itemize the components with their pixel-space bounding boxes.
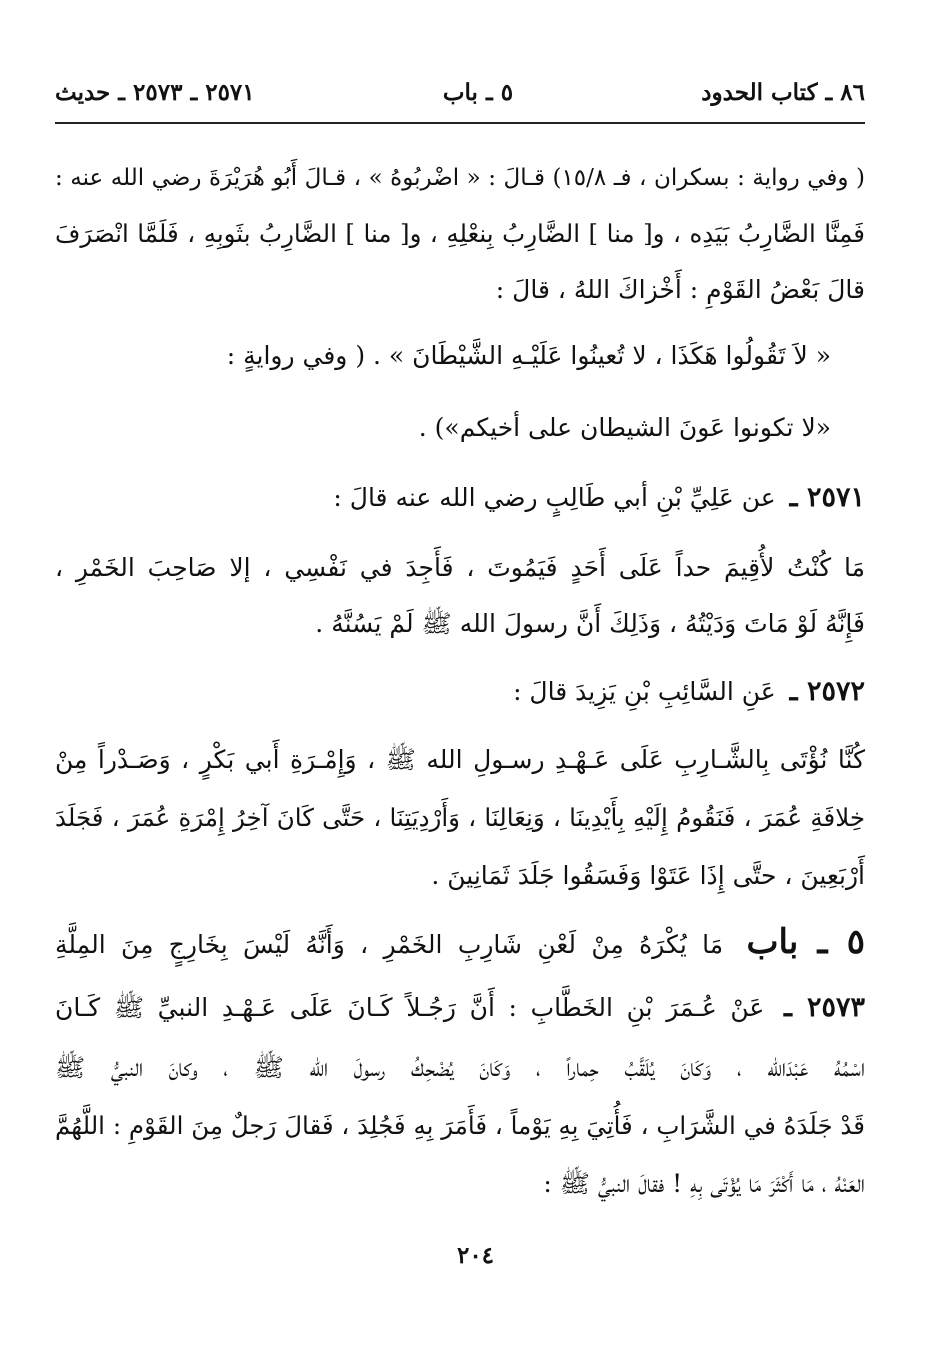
text-line-4: « لاَ تَقُولُوا هَكَذَا ، لا تُعينُوا عَلَيْـهِ الشَّيْطَانَ » . ( وفي روايةٍ : [226,341,831,370]
hadith-2571-intro [333,478,865,518]
text-line-3: قالَ بَعْضُ القَوْمِ : أَخْزاكَ اللهُ ، قالَ : [495,275,865,304]
chapter-heading [55,918,865,966]
hadith-2572-narrator: عَنِ السَّائِبِ بْنِ يَزِيدَ قالَ : [513,677,776,706]
hadith-2571-narrator: عن عَلِيِّ بْنِ أبي طَالِبٍ رضي الله عنه قالَ : [333,483,776,512]
text-line-17: العَنْهُ ، مَا أَكْثَرَ مَا يُؤْتَى بِهِ ! فقالَ النبيُّ ﷺ : [543,1169,865,1198]
text-line-1: ( وفي رواية : بسكران ، فـ ١٥/٨) قـالَ : « اضْربُوهُ » ، قـالَ أَبُو هُرَيْرَةَ رضي الله عنه : [55,165,865,191]
page-number: ٢٠٤ [456,1242,495,1269]
chapter-title: مَا يُكْرَهُ مِنْ لَعْنِ شَارِبِ الخَمْرِ ، وَأَنَّهُ لَيْسَ بِخَارِجٍ مِنَ المِلَّةِ [55,930,724,959]
hadith-number-2572: ٢٥٧٢ ـ [789,676,865,707]
header-rule [55,122,865,124]
text-line-10: كُنَّا نُؤْتَى بِالشَّـارِبِ عَلَى عَـهْـدِ رسـولِ الله ﷺ ، وَإِمْـرَةِ أَبي بَكْرٍ ، وَصَـدْراً مِنْ [55,745,865,774]
text-line-7: مَا كُنْتُ لأُقِيمَ حداً عَلَى أَحَدٍ فَيَمُوتَ ، فَأَجِدَ في نَفْسِي ، إلا صَاحِبَ الخَمْرِ ، [55,553,865,582]
hadith-2573-line-1 [55,988,865,1028]
text-line-5: «لا تكونوا عَونَ الشيطان على أخيكم») . [418,413,831,442]
header-hadith-range: ٢٥٧١ ـ ٢٥٧٣ ـ حديث [55,78,255,106]
running-header [55,72,865,112]
hadith-number-2571: ٢٥٧١ ـ [789,482,865,513]
chapter-number: ٥ ـ باب [746,922,865,962]
text-line-2: فَمِنَّا الضَّارِبُ بَيَدِه ، و[ منا ] الضَّارِبُ بِنعْلِهِ ، و[ منا ] الضَّارِبُ بثَوبِهِ ، فَلَمَّا انْصَرَفَ [55,219,865,248]
hadith-2572-intro [513,672,865,712]
header-chapter: ٥ ـ باب [442,78,514,106]
text-line-15: اسْمُهُ عَبْدَالله ، وَكَانَ يُلَقَّبُ حِماراً ، وَكَانَ يُضْحِكُ رسولَ الله ﷺ ، وكانَ النبيُّ ﷺ [55,1053,865,1082]
text-line-16: قَدْ جَلَدَهُ في الشَّرَابِ ، فَأُتِيَ بِهِ يَوْماً ، فَأَمَرَ بِهِ فَجُلِدَ ، فَقالَ رَجلٌ مِنَ القَوْمِ : اللَّهُمَّ [55,1111,865,1140]
header-book-title: ٨٦ ـ كتاب الحدود [701,78,865,106]
text-line-12: أَرْبَعِينَ ، حتَّى إِذَا عَتَوْا وَفَسَقُوا جَلَدَ ثَمَانِينَ . [431,861,865,890]
hadith-number-2573: ٢٥٧٣ ـ [783,992,866,1023]
hadith-2573-text: عَنْ عُـمَرَ بْنِ الخَطَّابِ : أَنَّ رَجُـلاً كَـانَ عَلَى عَـهْـدِ النبيِّ ﷺ كَـانَ [55,993,765,1022]
text-line-11: خِلافَةِ عُمَرَ ، فَنَقُومُ إِلَيْهِ بِأَيْدِينَا ، وَنِعَالِنَا ، وَأَرْدِيَتِنَا ، حَتَّى كَانَ آخِرُ إِمْرَةِ عُمَرَ ، فَجَلَدَ [55,803,865,832]
text-line-8: فَإِنَّهُ لَوْ مَاتَ وَدَيْتُهُ ، وَذَلِكَ أَنَّ رسولَ الله ﷺ لَمْ يَسُنَّهُ . [315,609,865,638]
